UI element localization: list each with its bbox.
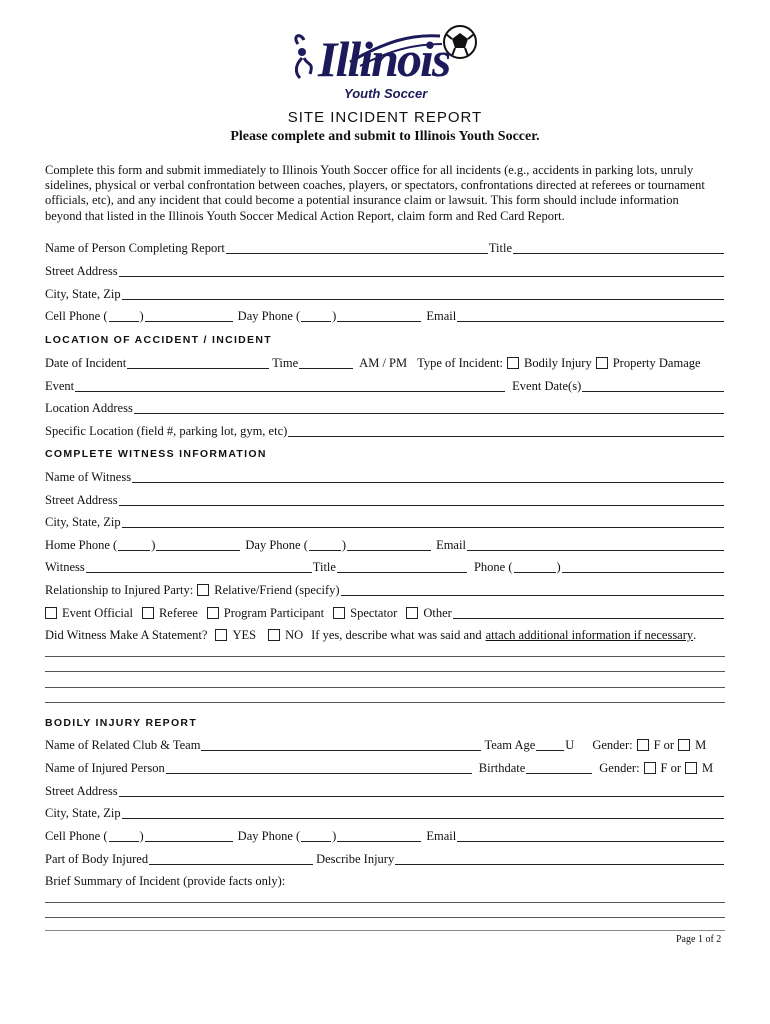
male-label: M [695, 738, 707, 752]
day-phone-label: Day Phone ( [237, 309, 301, 323]
bodily-injury-heading: BODILY INJURY REPORT [45, 717, 198, 729]
relative-friend-checkbox[interactable] [197, 584, 209, 596]
property-damage-checkbox[interactable] [596, 357, 608, 369]
male-label: M [702, 761, 714, 775]
paren-close: ) [332, 309, 337, 323]
male-checkbox[interactable] [685, 762, 697, 774]
witness-street-row [45, 492, 725, 508]
reporter-city-label: City, State, Zip [45, 287, 121, 301]
event-official-checkbox[interactable] [45, 607, 57, 619]
type-of-incident-label: Type of Incident: [417, 356, 504, 370]
logo-wordmark: Illinois [318, 31, 450, 87]
witness-name-row [45, 469, 725, 485]
day-phone-field[interactable] [347, 539, 431, 551]
injured-phone-row [45, 828, 725, 844]
page-subtitle: Please complete and submit to Illinois Youth Soccer. [230, 129, 540, 144]
statement-line[interactable] [45, 671, 725, 672]
email-field[interactable] [457, 310, 724, 322]
reporter-name-label: Name of Person Completing Report [45, 241, 225, 255]
body-part-field[interactable] [149, 853, 313, 865]
specific-location-label: Specific Location (field #, parking lot, gym, etc) [45, 424, 288, 438]
describe-injury-field[interactable] [395, 853, 724, 865]
day-phone-field[interactable] [337, 830, 421, 842]
paren-close: ) [341, 538, 347, 552]
injured-city-row [45, 805, 725, 821]
club-team-field[interactable] [201, 739, 481, 751]
other-checkbox[interactable] [406, 607, 418, 619]
spectator-label: Spectator [350, 606, 398, 620]
injured-street-row [45, 783, 725, 799]
witness-heading: COMPLETE WITNESS INFORMATION [45, 448, 267, 460]
statement-line[interactable] [45, 687, 725, 688]
date-of-incident-label: Date of Incident [45, 356, 127, 370]
reporter-title-label: Title [488, 241, 513, 255]
figure-icon [296, 36, 311, 78]
body-part-row [45, 851, 725, 867]
intro-line: Complete this form and submit immediately to Illinois Youth Soccer office for all incidents (e.g., accidents in parking lots, unruly [45, 163, 694, 177]
statement-no-label: NO [285, 628, 304, 642]
injured-person-field[interactable] [166, 762, 472, 774]
witness-street-label: Street Address [45, 493, 118, 507]
relationship-label: Relationship to Injured Party: [45, 583, 194, 597]
describe-injury-label: Describe Injury [316, 852, 395, 866]
other-field[interactable] [453, 607, 724, 619]
relative-friend-field[interactable] [341, 584, 724, 596]
reporter-street-label: Street Address [45, 264, 118, 278]
injured-city-field[interactable] [122, 807, 724, 819]
email-label: Email [426, 829, 457, 843]
birthdate-label: Birthdate [478, 761, 526, 775]
cell-phone-field[interactable] [145, 310, 233, 322]
reporter-title-field[interactable] [513, 242, 724, 254]
injured-street-label: Street Address [45, 784, 118, 798]
female-checkbox[interactable] [637, 739, 649, 751]
female-label: F or [660, 761, 682, 775]
logo-subtitle: Youth Soccer [344, 86, 428, 101]
page-title: SITE INCIDENT REPORT [287, 109, 483, 126]
injured-person-row [45, 760, 725, 776]
paren-close: ) [332, 829, 337, 843]
gender-label: Gender: [592, 738, 633, 752]
program-participant-label: Program Participant [223, 606, 325, 620]
witness-title-row [45, 559, 725, 575]
team-age-field[interactable] [536, 739, 564, 751]
intro-line: beyond that listed in the Illinois Youth Soccer Medical Action Report, claim form and Red Card Report. [45, 208, 565, 223]
relationship-row [45, 582, 725, 598]
summary-line[interactable] [45, 930, 725, 931]
specific-location-row [45, 423, 725, 439]
day-area-code-field[interactable] [301, 830, 331, 842]
reporter-name-field[interactable] [226, 242, 488, 254]
statement-line[interactable] [45, 702, 725, 703]
location-address-label: Location Address [45, 401, 133, 415]
witness-phone-field[interactable] [562, 561, 724, 573]
relative-friend-label: Relative/Friend (specify) [214, 583, 340, 597]
referee-label: Referee [158, 606, 198, 620]
statement-yes-checkbox[interactable] [215, 629, 227, 641]
witness-area-code-field[interactable] [514, 561, 556, 573]
intro-paragraph [45, 163, 730, 224]
property-damage-label: Property Damage [612, 356, 701, 370]
summary-label: Brief Summary of Incident (provide facts only): [45, 874, 286, 888]
email-field[interactable] [467, 539, 724, 551]
reporter-name-row [45, 240, 725, 256]
page-number: Page 1 of 2 [676, 934, 722, 945]
time-field[interactable] [299, 357, 353, 369]
event-row [45, 378, 725, 394]
email-label: Email [426, 309, 457, 323]
date-of-incident-field[interactable] [127, 357, 269, 369]
cell-area-code-field[interactable] [109, 310, 139, 322]
statement-no-checkbox[interactable] [268, 629, 280, 641]
witness-city-row [45, 514, 725, 530]
statement-row [45, 627, 725, 643]
day-phone-field[interactable] [337, 310, 421, 322]
reporter-street-field[interactable] [119, 265, 724, 277]
injured-street-field[interactable] [119, 785, 724, 797]
summary-line[interactable] [45, 917, 725, 918]
statement-instructions: If yes, describe what was said and [311, 628, 482, 642]
event-field[interactable] [75, 380, 505, 392]
reporter-city-row [45, 286, 725, 302]
bodily-injury-checkbox[interactable] [507, 357, 519, 369]
day-phone-label: Day Phone ( [245, 538, 308, 552]
reporter-phone-row [45, 308, 725, 324]
team-age-label: Team Age [484, 738, 536, 752]
home-phone-label: Home Phone ( [45, 538, 118, 552]
gender-label: Gender: [599, 761, 640, 775]
paren-close: ) [556, 560, 561, 574]
female-label: F or [653, 738, 675, 752]
witness-street-field[interactable] [119, 494, 724, 506]
male-checkbox[interactable] [678, 739, 690, 751]
team-age-u-label: U [565, 738, 575, 752]
program-participant-checkbox[interactable] [207, 607, 219, 619]
email-label: Email [436, 538, 466, 552]
location-address-field[interactable] [134, 402, 724, 414]
day-area-code-field[interactable] [301, 310, 331, 322]
cell-phone-label: Cell Phone ( [45, 829, 108, 843]
day-area-code-field[interactable] [309, 539, 341, 551]
injured-city-label: City, State, Zip [45, 806, 121, 820]
event-label: Event [45, 379, 75, 393]
event-official-label: Event Official [62, 606, 133, 620]
event-dates-label: Event Date(s) [512, 379, 582, 393]
am-pm-label: AM / PM [359, 356, 408, 370]
witness-field[interactable] [86, 561, 312, 573]
cell-phone-field[interactable] [145, 830, 233, 842]
other-label: Other [423, 606, 452, 620]
witness-title-label: Title [312, 560, 336, 574]
location-heading: LOCATION OF ACCIDENT / INCIDENT [45, 334, 272, 346]
club-team-row [45, 737, 725, 753]
incident-date-row [45, 355, 725, 371]
witness-label: Witness [45, 560, 85, 574]
female-checkbox[interactable] [644, 762, 656, 774]
club-team-label: Name of Related Club & Team [45, 738, 201, 752]
injured-person-label: Name of Injured Person [45, 761, 165, 775]
witness-phone-label: Phone ( [473, 560, 513, 574]
statement-yes-label: YES [232, 628, 257, 642]
paren-close: ) [139, 309, 144, 323]
reporter-street-row [45, 263, 725, 279]
intro-line: sidelines, physical or verbal confrontation between coaches, players, or spectators, confrontations directed at referees or tournament [45, 178, 705, 193]
birthdate-field[interactable] [526, 762, 592, 774]
paren-close: ) [151, 538, 156, 552]
time-label: Time [272, 356, 299, 370]
witness-city-label: City, State, Zip [45, 515, 121, 529]
bodily-injury-label: Bodily Injury [524, 356, 592, 370]
statement-line[interactable] [45, 656, 725, 657]
witness-city-field[interactable] [122, 516, 724, 528]
cell-area-code-field[interactable] [109, 830, 139, 842]
cell-phone-label: Cell Phone ( [45, 309, 108, 323]
specific-location-field[interactable] [288, 425, 724, 437]
referee-checkbox[interactable] [142, 607, 154, 619]
attach-info-note: attach additional information if necessary [485, 628, 694, 642]
event-dates-field[interactable] [582, 380, 724, 392]
paren-close: ) [139, 829, 144, 843]
summary-line[interactable] [45, 902, 725, 903]
witness-name-field[interactable] [132, 471, 724, 483]
reporter-city-field[interactable] [122, 288, 724, 300]
statement-period: . [693, 628, 697, 642]
witness-phone-row [45, 537, 725, 553]
statement-label: Did Witness Make A Statement? [45, 628, 208, 642]
intro-line: officials, etc), and any incident that could become a potential insurance claim or lawsuit. This form should include information [45, 193, 679, 208]
location-address-row [45, 400, 725, 416]
body-part-label: Part of Body Injured [45, 852, 149, 866]
home-area-code-field[interactable] [118, 539, 150, 551]
home-phone-field[interactable] [156, 539, 240, 551]
email-field[interactable] [457, 830, 724, 842]
summary-row [45, 873, 725, 889]
witness-name-label: Name of Witness [45, 470, 132, 484]
spectator-checkbox[interactable] [333, 607, 345, 619]
witness-title-field[interactable] [337, 561, 467, 573]
day-phone-label: Day Phone ( [237, 829, 301, 843]
witness-role-row [45, 605, 725, 621]
